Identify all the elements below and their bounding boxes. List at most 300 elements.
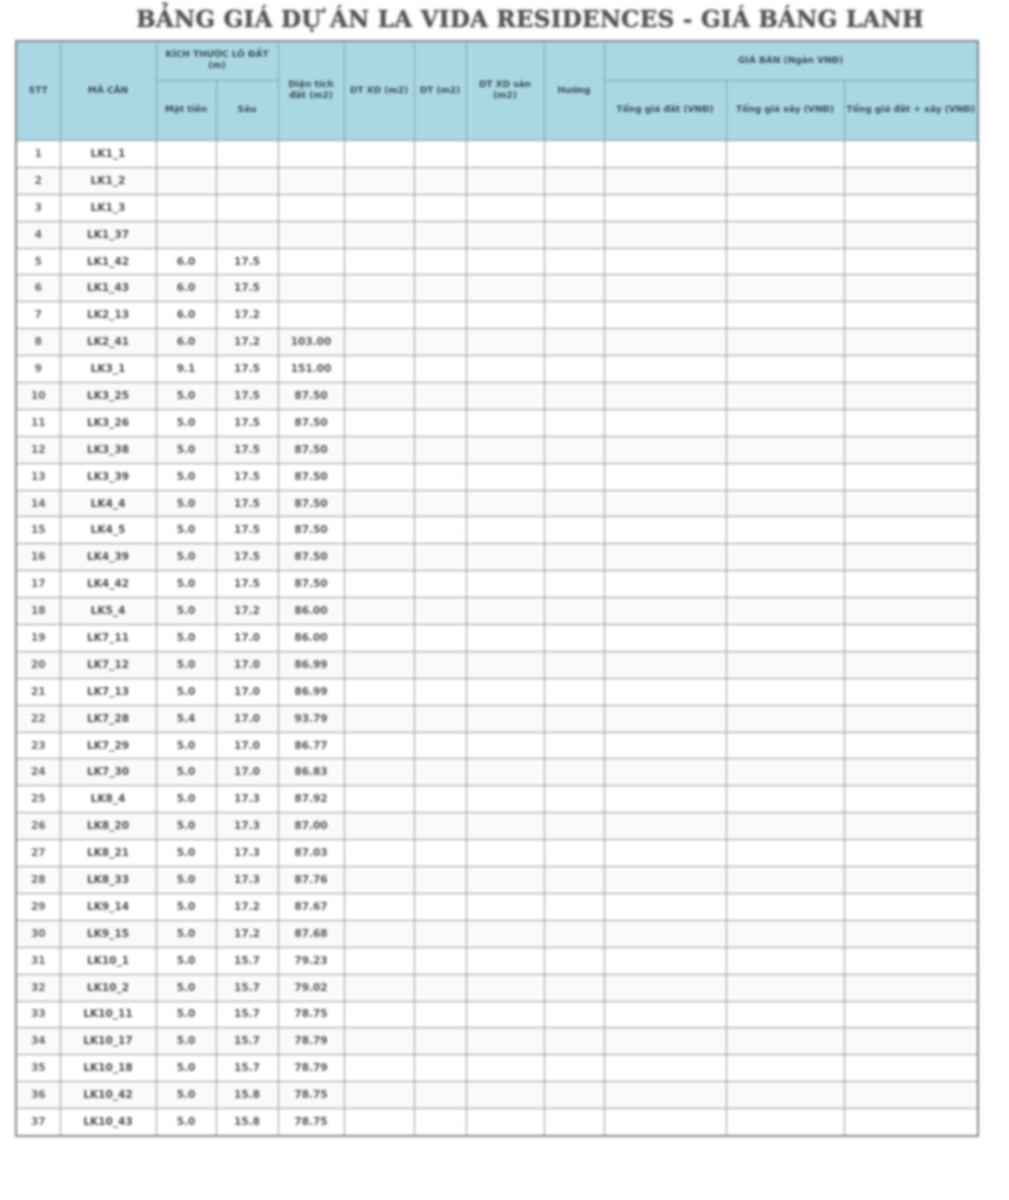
cell-price2 xyxy=(726,1109,844,1136)
cell-code: LK3_26 xyxy=(60,409,156,436)
table-row xyxy=(16,786,978,813)
cell-code: LK1_42 xyxy=(60,248,156,275)
cell-price3 xyxy=(844,329,978,356)
cell-price2 xyxy=(726,517,844,544)
cell-depth: 17.3 xyxy=(216,867,278,894)
cell-price3 xyxy=(844,1055,978,1082)
cell-code: LK7_28 xyxy=(60,705,156,732)
page-title: BẢNG GIÁ DỰ ÁN LA VIDA RESIDENCES - GIÁ BÁNG LANH xyxy=(136,6,924,33)
cell-depth: 17.5 xyxy=(216,436,278,463)
cell-stt: 7 xyxy=(16,302,60,329)
cell-col8 xyxy=(544,194,604,221)
cell-col8 xyxy=(544,275,604,302)
cell-col7 xyxy=(466,1001,544,1028)
cell-price1 xyxy=(604,356,726,383)
cell-depth: 17.0 xyxy=(216,759,278,786)
cell-price3 xyxy=(844,517,978,544)
cell-price2 xyxy=(726,732,844,759)
cell-price2 xyxy=(726,141,844,168)
cell-col5 xyxy=(344,625,414,652)
cell-col5 xyxy=(344,383,414,410)
cell-col6 xyxy=(414,1109,466,1136)
cell-code: LK2_41 xyxy=(60,329,156,356)
cell-code: LK1_37 xyxy=(60,221,156,248)
table-row xyxy=(16,248,978,275)
cell-stt: 16 xyxy=(16,544,60,571)
table-row xyxy=(16,598,978,625)
cell-frontage: 5.0 xyxy=(156,598,216,625)
cell-price3 xyxy=(844,141,978,168)
cell-price1 xyxy=(604,141,726,168)
cell-area xyxy=(278,194,344,221)
cell-depth: 17.0 xyxy=(216,705,278,732)
cell-price1 xyxy=(604,678,726,705)
cell-price1 xyxy=(604,490,726,517)
cell-area: 87.67 xyxy=(278,893,344,920)
cell-price3 xyxy=(844,490,978,517)
cell-price2 xyxy=(726,705,844,732)
cell-price2 xyxy=(726,356,844,383)
cell-depth: 17.0 xyxy=(216,732,278,759)
cell-frontage: 5.0 xyxy=(156,893,216,920)
cell-col5 xyxy=(344,248,414,275)
cell-col6 xyxy=(414,571,466,598)
cell-frontage: 5.0 xyxy=(156,813,216,840)
cell-price1 xyxy=(604,463,726,490)
cell-col5 xyxy=(344,409,414,436)
cell-depth: 17.3 xyxy=(216,840,278,867)
cell-col8 xyxy=(544,141,604,168)
cell-col8 xyxy=(544,571,604,598)
header-area: Diện tích đất (m2) xyxy=(278,41,344,141)
table-header xyxy=(16,41,978,141)
table-row xyxy=(16,490,978,517)
cell-col8 xyxy=(544,867,604,894)
cell-col5 xyxy=(344,1028,414,1055)
cell-area: 87.50 xyxy=(278,571,344,598)
cell-col8 xyxy=(544,759,604,786)
cell-col7 xyxy=(466,1028,544,1055)
cell-price2 xyxy=(726,490,844,517)
cell-area xyxy=(278,221,344,248)
cell-col8 xyxy=(544,732,604,759)
cell-code: LK4_5 xyxy=(60,517,156,544)
cell-code: LK7_29 xyxy=(60,732,156,759)
cell-price3 xyxy=(844,625,978,652)
cell-area: 87.76 xyxy=(278,867,344,894)
cell-col6 xyxy=(414,625,466,652)
cell-price3 xyxy=(844,463,978,490)
cell-price2 xyxy=(726,1001,844,1028)
cell-col5 xyxy=(344,571,414,598)
cell-code: LK8_21 xyxy=(60,840,156,867)
cell-col6 xyxy=(414,705,466,732)
cell-area: 86.77 xyxy=(278,732,344,759)
cell-price2 xyxy=(726,167,844,194)
header-col6: DT (m2) xyxy=(414,41,466,141)
cell-price3 xyxy=(844,356,978,383)
cell-col6 xyxy=(414,517,466,544)
header-frontage: Mặt tiền xyxy=(156,81,216,141)
cell-depth: 17.2 xyxy=(216,920,278,947)
cell-frontage: 5.0 xyxy=(156,786,216,813)
cell-col8 xyxy=(544,625,604,652)
cell-area: 87.00 xyxy=(278,813,344,840)
cell-col7 xyxy=(466,275,544,302)
table-row xyxy=(16,436,978,463)
cell-code: LK1_1 xyxy=(60,141,156,168)
table-row xyxy=(16,383,978,410)
cell-price2 xyxy=(726,974,844,1001)
cell-col6 xyxy=(414,759,466,786)
cell-price2 xyxy=(726,598,844,625)
cell-stt: 23 xyxy=(16,732,60,759)
cell-col6 xyxy=(414,302,466,329)
cell-price1 xyxy=(604,571,726,598)
cell-col6 xyxy=(414,867,466,894)
cell-price3 xyxy=(844,786,978,813)
header-stt: STT xyxy=(16,41,60,141)
cell-col8 xyxy=(544,167,604,194)
cell-price2 xyxy=(726,893,844,920)
cell-price1 xyxy=(604,920,726,947)
cell-frontage: 5.0 xyxy=(156,517,216,544)
cell-col7 xyxy=(466,920,544,947)
cell-col5 xyxy=(344,598,414,625)
header-col8: Hướng xyxy=(544,41,604,141)
cell-col6 xyxy=(414,167,466,194)
cell-col6 xyxy=(414,598,466,625)
cell-col5 xyxy=(344,463,414,490)
cell-frontage: 9.1 xyxy=(156,356,216,383)
cell-col5 xyxy=(344,867,414,894)
table-row xyxy=(16,141,978,168)
cell-frontage: 5.0 xyxy=(156,463,216,490)
cell-col8 xyxy=(544,1028,604,1055)
cell-stt: 13 xyxy=(16,463,60,490)
cell-stt: 12 xyxy=(16,436,60,463)
cell-frontage: 5.0 xyxy=(156,974,216,1001)
cell-col7 xyxy=(466,893,544,920)
cell-col7 xyxy=(466,947,544,974)
cell-area: 78.79 xyxy=(278,1055,344,1082)
cell-frontage: 5.0 xyxy=(156,1082,216,1109)
cell-frontage: 6.0 xyxy=(156,248,216,275)
cell-col8 xyxy=(544,517,604,544)
cell-depth xyxy=(216,221,278,248)
cell-col6 xyxy=(414,1082,466,1109)
cell-col6 xyxy=(414,893,466,920)
cell-col5 xyxy=(344,1001,414,1028)
cell-stt: 22 xyxy=(16,705,60,732)
cell-col6 xyxy=(414,221,466,248)
cell-col8 xyxy=(544,813,604,840)
cell-price1 xyxy=(604,974,726,1001)
cell-price3 xyxy=(844,1109,978,1136)
table-row xyxy=(16,571,978,598)
cell-price2 xyxy=(726,571,844,598)
cell-area: 78.75 xyxy=(278,1082,344,1109)
cell-col7 xyxy=(466,705,544,732)
cell-price2 xyxy=(726,678,844,705)
cell-stt: 5 xyxy=(16,248,60,275)
cell-col7 xyxy=(466,974,544,1001)
cell-price1 xyxy=(604,409,726,436)
cell-col8 xyxy=(544,947,604,974)
cell-code: LK2_13 xyxy=(60,302,156,329)
cell-col5 xyxy=(344,651,414,678)
cell-col8 xyxy=(544,544,604,571)
cell-area: 87.50 xyxy=(278,463,344,490)
cell-col5 xyxy=(344,275,414,302)
cell-area: 87.50 xyxy=(278,517,344,544)
cell-depth: 17.5 xyxy=(216,356,278,383)
cell-price1 xyxy=(604,517,726,544)
cell-frontage: 6.0 xyxy=(156,302,216,329)
cell-stt: 3 xyxy=(16,194,60,221)
cell-stt: 26 xyxy=(16,813,60,840)
cell-frontage: 5.0 xyxy=(156,867,216,894)
cell-price1 xyxy=(604,275,726,302)
cell-col7 xyxy=(466,598,544,625)
cell-stt: 34 xyxy=(16,1028,60,1055)
cell-code: LK10_11 xyxy=(60,1001,156,1028)
cell-code: LK10_18 xyxy=(60,1055,156,1082)
cell-depth: 17.3 xyxy=(216,786,278,813)
cell-depth: 17.2 xyxy=(216,893,278,920)
cell-col7 xyxy=(466,436,544,463)
cell-code: LK7_11 xyxy=(60,625,156,652)
cell-price3 xyxy=(844,1028,978,1055)
cell-col8 xyxy=(544,383,604,410)
cell-col6 xyxy=(414,436,466,463)
cell-area xyxy=(278,275,344,302)
cell-col5 xyxy=(344,490,414,517)
cell-code: LK4_4 xyxy=(60,490,156,517)
cell-stt: 9 xyxy=(16,356,60,383)
cell-stt: 28 xyxy=(16,867,60,894)
cell-depth: 15.7 xyxy=(216,1001,278,1028)
cell-col5 xyxy=(344,974,414,1001)
header-price3: Tổng giá đất + xây (VNĐ) xyxy=(844,81,978,141)
cell-col5 xyxy=(344,759,414,786)
cell-col6 xyxy=(414,409,466,436)
cell-price3 xyxy=(844,383,978,410)
cell-depth: 17.5 xyxy=(216,383,278,410)
table-row xyxy=(16,356,978,383)
cell-code: LK8_20 xyxy=(60,813,156,840)
cell-depth: 17.2 xyxy=(216,598,278,625)
table-row xyxy=(16,463,978,490)
cell-price1 xyxy=(604,947,726,974)
cell-frontage: 6.0 xyxy=(156,275,216,302)
cell-price3 xyxy=(844,275,978,302)
cell-col7 xyxy=(466,678,544,705)
cell-frontage: 5.4 xyxy=(156,705,216,732)
cell-price3 xyxy=(844,759,978,786)
cell-price3 xyxy=(844,732,978,759)
cell-code: LK9_15 xyxy=(60,920,156,947)
cell-price2 xyxy=(726,436,844,463)
cell-col7 xyxy=(466,383,544,410)
cell-col8 xyxy=(544,409,604,436)
cell-price1 xyxy=(604,167,726,194)
cell-code: LK10_42 xyxy=(60,1082,156,1109)
price-table xyxy=(15,40,979,1137)
header-code: MÃ CĂN xyxy=(60,41,156,141)
cell-area: 86.00 xyxy=(278,598,344,625)
cell-col7 xyxy=(466,302,544,329)
cell-area: 86.99 xyxy=(278,651,344,678)
cell-price3 xyxy=(844,544,978,571)
cell-area: 78.75 xyxy=(278,1001,344,1028)
table-row xyxy=(16,302,978,329)
cell-col7 xyxy=(466,867,544,894)
cell-col7 xyxy=(466,732,544,759)
cell-price1 xyxy=(604,786,726,813)
cell-col6 xyxy=(414,194,466,221)
cell-price1 xyxy=(604,1001,726,1028)
cell-area: 86.99 xyxy=(278,678,344,705)
cell-price2 xyxy=(726,625,844,652)
cell-price2 xyxy=(726,947,844,974)
cell-col7 xyxy=(466,329,544,356)
cell-col6 xyxy=(414,732,466,759)
cell-stt: 18 xyxy=(16,598,60,625)
table-row xyxy=(16,651,978,678)
cell-col7 xyxy=(466,1109,544,1136)
cell-col8 xyxy=(544,490,604,517)
cell-col6 xyxy=(414,544,466,571)
cell-stt: 1 xyxy=(16,141,60,168)
cell-area: 87.50 xyxy=(278,409,344,436)
cell-col8 xyxy=(544,329,604,356)
cell-price2 xyxy=(726,409,844,436)
cell-code: LK3_38 xyxy=(60,436,156,463)
cell-frontage: 5.0 xyxy=(156,1055,216,1082)
cell-depth: 17.0 xyxy=(216,678,278,705)
cell-col8 xyxy=(544,248,604,275)
cell-col7 xyxy=(466,1055,544,1082)
cell-stt: 37 xyxy=(16,1109,60,1136)
cell-stt: 6 xyxy=(16,275,60,302)
cell-col5 xyxy=(344,329,414,356)
cell-col8 xyxy=(544,598,604,625)
cell-price2 xyxy=(726,463,844,490)
cell-col5 xyxy=(344,920,414,947)
cell-frontage: 5.0 xyxy=(156,1028,216,1055)
cell-price2 xyxy=(726,383,844,410)
cell-price1 xyxy=(604,1082,726,1109)
cell-col6 xyxy=(414,1055,466,1082)
cell-col8 xyxy=(544,705,604,732)
cell-col6 xyxy=(414,463,466,490)
cell-price2 xyxy=(726,920,844,947)
cell-col6 xyxy=(414,248,466,275)
cell-stt: 20 xyxy=(16,651,60,678)
cell-code: LK9_14 xyxy=(60,893,156,920)
cell-price3 xyxy=(844,947,978,974)
cell-frontage: 5.0 xyxy=(156,383,216,410)
cell-col6 xyxy=(414,786,466,813)
cell-code: LK10_43 xyxy=(60,1109,156,1136)
cell-col5 xyxy=(344,786,414,813)
table-row xyxy=(16,813,978,840)
cell-area: 87.50 xyxy=(278,544,344,571)
header-size-group: KÍCH THƯỚC LÔ ĐẤT (m) xyxy=(156,41,278,81)
cell-col5 xyxy=(344,678,414,705)
cell-col7 xyxy=(466,786,544,813)
table-row xyxy=(16,947,978,974)
cell-price1 xyxy=(604,436,726,463)
cell-stt: 2 xyxy=(16,167,60,194)
cell-col6 xyxy=(414,651,466,678)
cell-frontage: 5.0 xyxy=(156,920,216,947)
cell-price2 xyxy=(726,248,844,275)
cell-col5 xyxy=(344,1082,414,1109)
cell-col5 xyxy=(344,705,414,732)
cell-col7 xyxy=(466,248,544,275)
cell-depth: 17.5 xyxy=(216,571,278,598)
cell-price1 xyxy=(604,893,726,920)
cell-frontage: 5.0 xyxy=(156,759,216,786)
cell-col6 xyxy=(414,840,466,867)
cell-col6 xyxy=(414,920,466,947)
cell-col8 xyxy=(544,786,604,813)
cell-price2 xyxy=(726,194,844,221)
cell-stt: 19 xyxy=(16,625,60,652)
cell-col7 xyxy=(466,490,544,517)
cell-col7 xyxy=(466,571,544,598)
cell-code: LK10_2 xyxy=(60,974,156,1001)
cell-stt: 31 xyxy=(16,947,60,974)
cell-frontage: 5.0 xyxy=(156,840,216,867)
table-row xyxy=(16,840,978,867)
cell-col8 xyxy=(544,651,604,678)
cell-col5 xyxy=(344,194,414,221)
cell-price3 xyxy=(844,705,978,732)
cell-col6 xyxy=(414,974,466,1001)
cell-code: LK1_2 xyxy=(60,167,156,194)
cell-col8 xyxy=(544,1055,604,1082)
cell-price3 xyxy=(844,813,978,840)
cell-area: 103.00 xyxy=(278,329,344,356)
cell-area: 86.83 xyxy=(278,759,344,786)
cell-price3 xyxy=(844,248,978,275)
cell-depth: 17.5 xyxy=(216,544,278,571)
cell-stt: 29 xyxy=(16,893,60,920)
cell-price1 xyxy=(604,544,726,571)
cell-col7 xyxy=(466,141,544,168)
cell-stt: 11 xyxy=(16,409,60,436)
cell-area xyxy=(278,302,344,329)
cell-depth: 17.3 xyxy=(216,813,278,840)
table-row xyxy=(16,517,978,544)
cell-stt: 10 xyxy=(16,383,60,410)
header-price-group: GIÁ BÁN (Ngàn VNĐ) xyxy=(604,41,978,81)
table-row xyxy=(16,678,978,705)
cell-col7 xyxy=(466,1082,544,1109)
table-row xyxy=(16,705,978,732)
cell-stt: 27 xyxy=(16,840,60,867)
cell-col7 xyxy=(466,356,544,383)
cell-col7 xyxy=(466,194,544,221)
cell-stt: 17 xyxy=(16,571,60,598)
cell-price2 xyxy=(726,302,844,329)
cell-area: 79.23 xyxy=(278,947,344,974)
cell-code: LK10_1 xyxy=(60,947,156,974)
cell-depth: 15.8 xyxy=(216,1109,278,1136)
